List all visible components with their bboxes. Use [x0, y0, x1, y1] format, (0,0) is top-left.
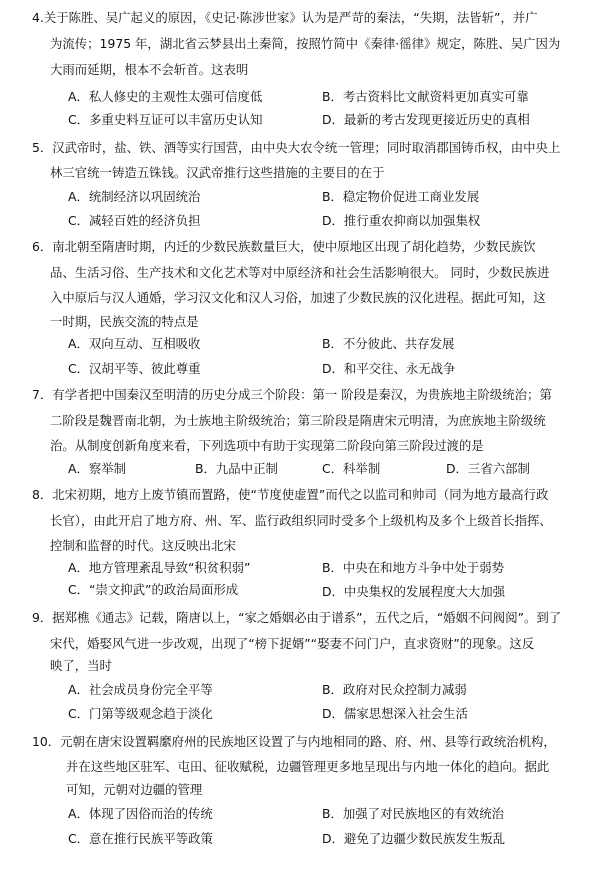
- question-4-option-d: D．最新的考古发现更接近历史的真相: [322, 112, 530, 127]
- question-6-line-2: 品、生活习俗、生产技术和文化艺术等对中原经济和社会生活影响很大。 同时，少数民族进: [50, 265, 550, 280]
- question-10-option-b: B．加强了对民族地区的有效统治: [322, 806, 504, 821]
- question-4-line-2: 为流传；1975 年，湖北省云梦县出土秦简，按照竹简中《秦律·徭律》规定，陈胜、吴广因为: [50, 36, 561, 51]
- question-10-line-1: 10．元朝在唐宋设置羁縻府州的民族地区设置了与内地相同的路、府、州、县等行政统治机构，: [32, 734, 556, 749]
- question-5-line-2: 林三官统一铸造五铢钱。汉武帝推行这些措施的主要目的在于: [50, 165, 385, 180]
- question-10-line-3: 可知，元朝对边疆的管理: [66, 782, 203, 797]
- question-10-option-a: A．体现了因俗而治的传统: [68, 806, 213, 821]
- question-7-line-3: 治。从制度创新角度来看，下列选项中有助于实现第二阶段向第三阶段过渡的是: [50, 438, 484, 453]
- question-7-line-1: 7．有学者把中国秦汉至明清的历史分成三个阶段：第一 阶段是秦汉，为贵族地主阶级统治；第: [32, 387, 552, 402]
- question-7-option-c: C．科举制: [322, 461, 381, 476]
- question-9-line-2: 宋代，婚娶风气进一步改观，出现了“榜下捉婿”“娶妻不问门户，直求资财”的现象。这反: [50, 636, 535, 651]
- question-9-line-1: 9．据郑樵《通志》记载，隋唐以上，“家之婚姻必由于谱系”，五代之后，“婚姻不问阀阅”。到了: [32, 610, 562, 625]
- question-4-option-a: A．私人修史的主观性太强可信度低: [68, 89, 263, 104]
- question-6-option-d: D．和平交往、永无战争: [322, 361, 456, 376]
- question-7-option-a: A．察举制: [68, 461, 127, 476]
- question-7-option-d: D．三省六部制: [446, 461, 530, 476]
- question-4-line-3: 大雨而延期，根本不会斩首。这表明: [50, 62, 249, 77]
- question-6-line-4: 一时期，民族交流的特点是: [50, 314, 199, 329]
- question-9-option-b: B．政府对民众控制力减弱: [322, 682, 467, 697]
- question-6-option-a: A．双向互动、互相吸收: [68, 336, 201, 351]
- question-4-line-1: 4.关于陈胜、吴广起义的原因，《史记·陈涉世家》认为是严苛的秦法，“失期，法皆斩”，并广: [32, 10, 538, 25]
- question-9-option-d: D．儒家思想深入社会生活: [322, 706, 468, 721]
- question-4-option-b: B．考古资料比文献资料更加真实可靠: [322, 89, 529, 104]
- question-9-option-a: A．社会成员身份完全平等: [68, 682, 213, 697]
- question-6-option-b: B．不分彼此、共存发展: [322, 336, 455, 351]
- question-9-line-3: 映了，当时: [50, 658, 112, 673]
- question-5-line-1: 5．汉武帝时，盐、铁、酒等实行国营，由中央大农令统一管理；同时取消郡国铸币权，由中央上: [32, 140, 561, 155]
- question-10-option-c: C．意在推行民族平等政策: [68, 831, 213, 846]
- question-10-option-d: D．避免了边疆少数民族发生叛乱: [322, 831, 506, 846]
- question-5-option-b: B．稳定物价促进工商业发展: [322, 189, 480, 204]
- question-7-option-b: B．九品中正制: [195, 461, 278, 476]
- question-6-line-3: 入中原后与汉人通婚，学习汉文化和汉人习俗，加速了少数民族的汉化进程。据此可知，这: [50, 290, 546, 305]
- question-6-option-c: C．汉胡平等、彼此尊重: [68, 361, 201, 376]
- question-8-line-2: 长官），由此开启了地方府、州、军、监行政组织同时受多个上级机构及多个上级首长指挥、: [50, 513, 552, 528]
- question-5-option-c: C．减轻百姓的经济负担: [68, 213, 201, 228]
- question-8-option-b: B．中央在和地方斗争中处于弱势: [322, 560, 504, 575]
- question-5-option-a: A．统制经济以巩固统治: [68, 189, 201, 204]
- question-8-line-3: 控制和监督的时代。这反映出北宋: [50, 538, 236, 553]
- question-5-option-d: D．推行重农抑商以加强集权: [322, 213, 481, 228]
- question-7-line-2: 二阶段是魏晋南北朝，为士族地主阶级统治；第三阶段是隋唐宋元明清，为庶族地主阶级统: [50, 413, 546, 428]
- question-8-option-d: D．中央集权的发展程度大大加强: [322, 584, 506, 599]
- question-6-line-1: 6．南北朝至隋唐时期，内迁的少数民族数量巨大，使中原地区出现了胡化趋势，少数民族饮: [32, 239, 536, 254]
- question-10-line-2: 并在这些地区驻军、屯田、征收赋税，边疆管理更多地呈现出与内地一体化的趋向。据此: [66, 759, 550, 774]
- question-4-option-c: C．多重史料互证可以丰富历史认知: [68, 112, 263, 127]
- question-9-option-c: C．门第等级观念趋于淡化: [68, 706, 213, 721]
- question-8-option-c: C．“崇文抑武”的政治局面形成: [68, 582, 239, 597]
- question-8-option-a: A．地方管理紊乱导致“积贫积弱”: [68, 560, 251, 575]
- question-8-line-1: 8．北宋初期，地方上废节镇而置路，使“节度使虚置”而代之以监司和帅司（同为地方最高行政: [32, 487, 549, 502]
